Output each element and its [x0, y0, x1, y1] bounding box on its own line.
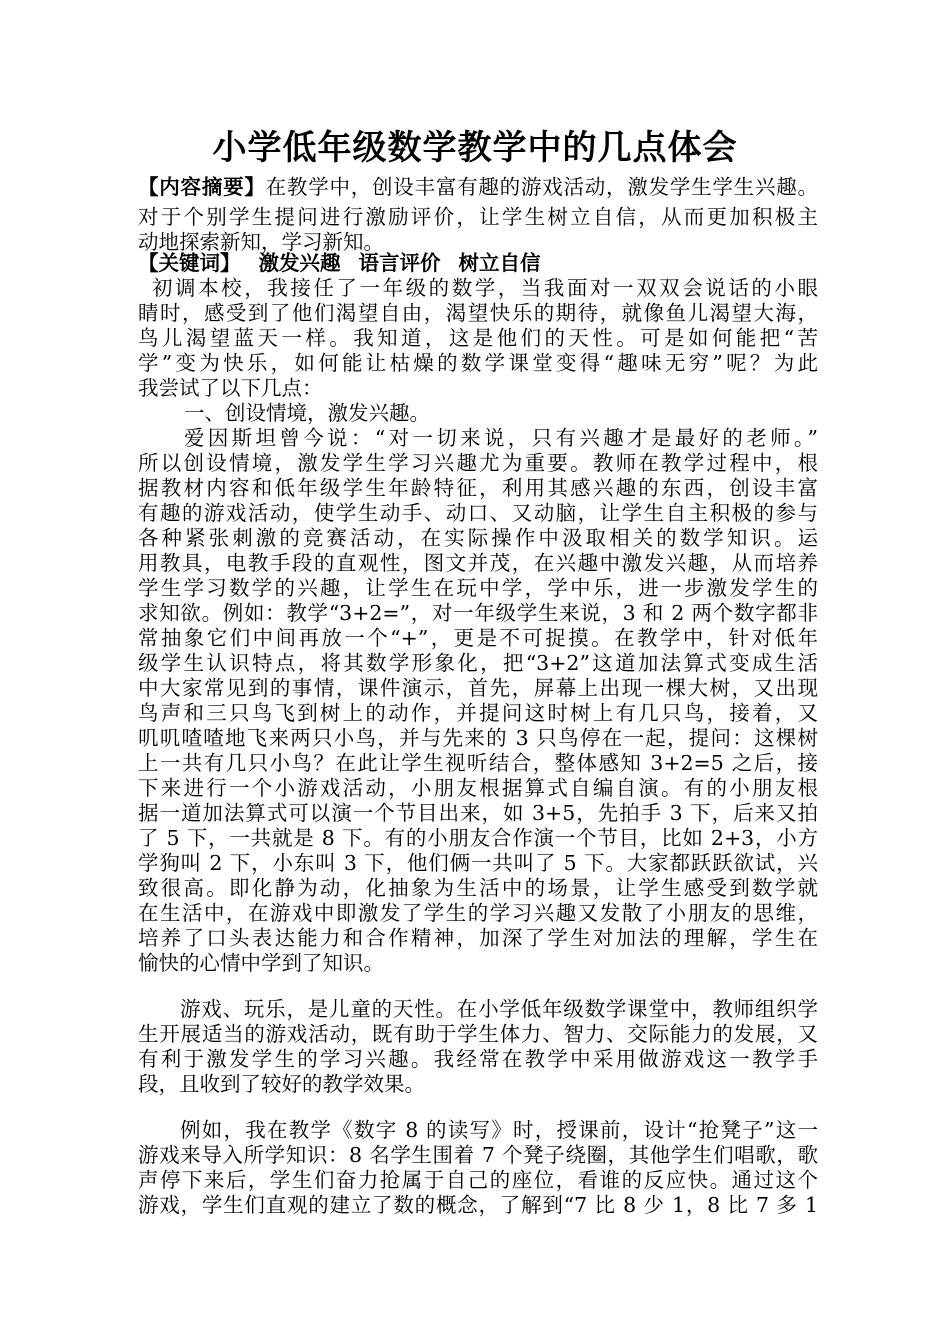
body-line: 致很高。即化静为动，化抽象为生活中的场景，让学生感受到数学就	[138, 876, 818, 900]
intro-line: 鸟儿渴望蓝天一样。我知道，这是他们的天性。可是如何能把“苦	[138, 326, 818, 350]
intro-line: 我尝试了以下几点：	[138, 376, 323, 400]
body-line: 生开展适当的游戏活动，既有助于学生体力、智力、交际能力的发展，又	[138, 1022, 818, 1046]
body-line: 爱因斯坦曾今说：“对一切来说，只有兴趣才是最好的老师。”	[184, 426, 818, 450]
body-line: 例如，我在教学《数字 8 的读写》时，授课前，设计“抢凳子”这一	[180, 1118, 818, 1142]
body-line: 所以创设情境，激发学生学习兴趣尤为重要。教师在教学过程中，根	[138, 451, 818, 475]
keyword: 树立自信	[458, 251, 541, 275]
body-line: 级学生认识特点，将其数学形象化，把“3+2”这道加法算式变成生活	[138, 651, 818, 675]
body-line: 游戏、玩乐，是儿童的天性。在小学低年级数学课堂中，教师组织学	[180, 997, 818, 1021]
body-line: 学狗叫 2 下，小东叫 3 下，他们俩一共叫了 5 下。大家都跃跃欲试，兴	[138, 851, 818, 875]
body-line: 学生学习数学的兴趣，让学生在玩中学，学中乐，进一步激发学生的	[138, 576, 818, 600]
keywords-label: 【关键词】	[138, 251, 241, 275]
body-line: 鸟声和三只鸟飞到树上的动作，并提问这时树上有几只鸟，接着，又	[138, 701, 818, 725]
body-line: 常抽象它们中间再放一个“+”，更是不可捉摸。在教学中，针对低年	[138, 626, 818, 650]
body-line: 据一道加法算式可以演一个节目出来，如 3+5，先拍手 3 下，后来又拍	[138, 801, 818, 825]
abstract-line: 动地探索新知，学习新知。	[138, 230, 384, 254]
intro-line: 初调本校，我接任了一年级的数学，当我面对一双双会说话的小眼	[152, 276, 818, 300]
body-line: 了 5 下，一共就是 8 下。有的小朋友合作演一个节目，比如 2+3，小方	[138, 826, 818, 850]
abstract-text: 在教学中，创设丰富有趣的游戏活动，激发学生学生兴趣。	[265, 175, 819, 199]
section-heading: 一、创设情境，激发兴趣。	[184, 401, 430, 425]
body-line: 游戏来导入所学知识：8 名学生围着 7 个凳子绕圈，其他学生们唱歌，歌	[138, 1143, 818, 1167]
document-title: 小学低年级数学教学中的几点体会	[212, 128, 738, 168]
body-line: 下来进行一个小游戏活动，小朋友根据算式自编自演。有的小朋友根	[138, 776, 818, 800]
body-line: 用教具，电教手段的直观性，图文并茂，在兴趣中激发兴趣，从而培养	[138, 551, 818, 575]
body-line: 愉快的心情中学到了知识。	[138, 951, 384, 975]
body-line: 培养了口头表达能力和合作精神，加深了学生对加法的理解，学生在	[138, 926, 818, 950]
keyword: 激发兴趣	[258, 251, 341, 275]
body-line: 上一共有几只小鸟？在此让学生视听结合，整体感知 3+2=5 之后，接	[138, 751, 818, 775]
body-line: 有利于激发学生的学习兴趣。我经常在教学中采用做游戏这一教学手	[138, 1047, 818, 1071]
body-line: 有趣的游戏活动，使学生动手、动口、又动脑，让学生自主积极的参与	[138, 501, 818, 525]
body-line: 游戏，学生们直观的建立了数的概念，了解到“7 比 8 少 1，8 比 7 多 1	[138, 1193, 818, 1217]
abstract-line: 对于个别学生提问进行激励评价，让学生树立自信，从而更加积极主	[138, 205, 818, 229]
body-line: 叽叽喳喳地飞来两只小鸟，并与先来的 3 只鸟停在一起，提问：这棵树	[138, 726, 818, 750]
body-line: 在生活中，在游戏中即激发了学生的学习兴趣又发散了小朋友的思维，	[138, 901, 818, 925]
body-line: 据教材内容和低年级学生年龄特征，利用其感兴趣的东西，创设丰富	[138, 476, 818, 500]
body-line: 中大家常见到的事情，课件演示，首先，屏幕上出现一棵大树，又出现	[138, 676, 818, 700]
intro-line: 睛时，感受到了他们渴望自由，渴望快乐的期待，就像鱼儿渴望大海，	[138, 301, 818, 325]
abstract-line	[138, 172, 818, 202]
body-line: 声停下来后，学生们奋力抢属于自己的座位，看谁的反应快。通过这个	[138, 1168, 818, 1192]
abstract-label: 【内容摘要】	[138, 175, 266, 199]
body-line: 求知欲。例如：教学“3+2=”，对一年级学生来说，3 和 2 两个数字都非	[138, 601, 818, 625]
body-line: 各种紧张刺激的竞赛活动，在实际操作中汲取相关的数学知识。运	[138, 526, 818, 550]
keyword: 语言评价	[358, 251, 441, 275]
intro-line: 学”变为快乐，如何能让枯燥的数学课堂变得“趣味无穷”呢？为此	[138, 351, 818, 375]
body-line: 段，且收到了较好的教学效果。	[138, 1072, 425, 1096]
